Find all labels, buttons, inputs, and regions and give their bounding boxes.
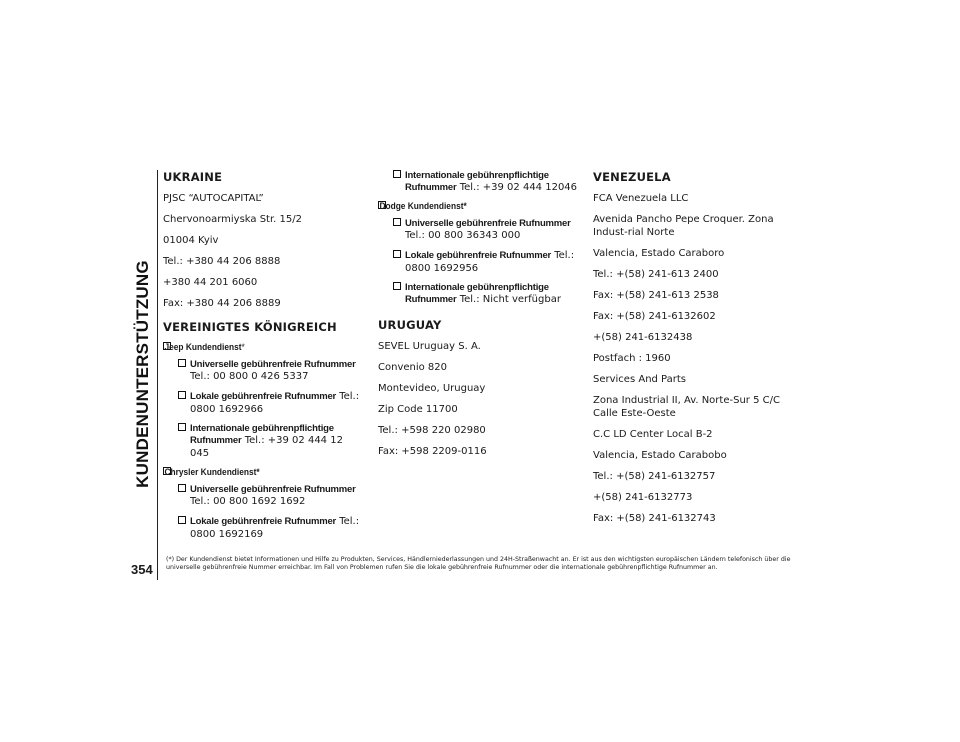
checkbox-bullet-icon [178, 359, 186, 367]
entry-label: Lokale gebührenfreie Rufnummer [190, 391, 337, 402]
dodge-local [378, 249, 578, 275]
jeep-service [163, 342, 363, 353]
venezuela-line: Tel.: +(58) 241-6132757 [593, 471, 716, 482]
entry-value: Tel.: +39 02 444 12046 [459, 182, 578, 193]
entry-value: Tel.: 0800 1692169 [190, 516, 360, 540]
entry-label: Universelle gebührenfreie Rufnummer [190, 359, 356, 370]
checkbox-bullet-icon [393, 282, 401, 290]
venezuela-line: Valencia, Estado Caraboro [593, 248, 725, 259]
venezuela-line: C.C LD Center Local B-2 [593, 429, 713, 440]
uruguay-line: Zip Code 11700 [378, 404, 458, 415]
venezuela-line: Fax: +(58) 241-6132602 [593, 311, 716, 322]
column-3 [593, 170, 798, 533]
entry-value: Tel.: 00 800 0 426 5337 [190, 371, 309, 382]
entry-label: Lokale gebührenfreie Rufnummer [190, 516, 337, 527]
entry-value: Tel.: +39 02 444 12 045 [190, 435, 343, 459]
venezuela-line: Tel.: +(58) 241-613 2400 [593, 269, 719, 280]
chrysler-service-label: Chrysler Kundendienst* [164, 467, 260, 478]
venezuela-line: Postfach : 1960 [593, 353, 671, 364]
venezuela-line: Fax: +(58) 241-6132743 [593, 513, 716, 524]
uruguay-line: Tel.: +598 220 02980 [378, 425, 486, 436]
column-2 [378, 170, 578, 466]
column-1 [163, 170, 363, 548]
entry-label: Universelle gebührenfreie Rufnummer [405, 218, 571, 229]
checkbox-bullet-icon [178, 391, 186, 399]
checkbox-bullet-icon [178, 484, 186, 492]
entry-label: Internationale gebührenpflichtige Rufnummer [405, 282, 549, 305]
uruguay-line: Convenio 820 [378, 362, 448, 373]
dodge-service [378, 201, 578, 212]
uruguay-line: SEVEL Uruguay S. A. [378, 341, 481, 352]
entry-label: Lokale gebührenfreie Rufnummer [405, 250, 552, 261]
checkbox-bullet-icon [178, 423, 186, 431]
jeep-international [163, 423, 363, 460]
entry-label: Universelle gebührenfreie Rufnummer [190, 484, 356, 495]
section-title: KUNDENUNTERSTÜTZUNG [133, 260, 152, 488]
venezuela-line: +(58) 241-6132438 [593, 332, 693, 343]
ukraine-line: 01004 Kyiv [163, 235, 219, 246]
venezuela-line: Services And Parts [593, 374, 687, 385]
entry-value: Tel.: 00 800 36343 000 [405, 230, 521, 241]
heading-venezuela: VENEZUELA [593, 170, 671, 184]
checkbox-bullet-icon [393, 170, 401, 178]
ukraine-line: PJSC “AUTOCAPITAL” [163, 193, 264, 204]
entry-label: Internationale gebührenpflichtige Rufnummer [190, 423, 334, 446]
heading-uruguay: URUGUAY [378, 318, 442, 332]
section-side-tab [132, 178, 154, 570]
checkbox-bullet-icon [393, 218, 401, 226]
jeep-local [163, 390, 363, 416]
side-divider [157, 170, 158, 580]
checkbox-bullet-icon [393, 250, 401, 258]
venezuela-line: Zona Industrial II, Av. Norte-Sur 5 C/C Calle Este-Oeste [593, 395, 780, 419]
venezuela-line: FCA Venezuela LLC [593, 193, 689, 204]
entry-value: Tel.: Nicht verfügbar [459, 294, 561, 305]
ukraine-line: Chervonoarmiyska Str. 15/2 [163, 214, 302, 225]
footnote: (*) Der Kundendienst bietet Informationen und Hilfe zu Produkten, Services, Händlerniederlassungen und 24H-Straßenwacht an. Er ist aus den wichtigsten europäischen Ländern telefonisch über die universelle gebührenfreie Nummer erreichbar. Im Fall von Problemen rufen Sie die lokale gebührenfreie Rufnummer oder die internationale gebührenpflichtige Rufnummer an. [166, 556, 791, 571]
venezuela-line: Avenida Pancho Pepe Croquer. Zona Indust-rial Norte [593, 214, 774, 238]
dodge-international [378, 282, 578, 306]
entry-label: Internationale gebührenpflichtige Rufnummer [405, 170, 549, 193]
chrysler-universal [163, 484, 363, 508]
dodge-universal [378, 218, 578, 242]
venezuela-line: +(58) 241-6132773 [593, 492, 693, 503]
jeep-service-label: Jeep Kundendienst* [164, 342, 245, 353]
ukraine-line: +380 44 201 6060 [163, 277, 258, 288]
chrysler-international [378, 170, 578, 194]
uruguay-line: Montevideo, Uruguay [378, 383, 486, 394]
dodge-service-label: Dodge Kundendienst* [379, 201, 467, 212]
ukraine-line: Tel.: +380 44 206 8888 [163, 256, 281, 267]
jeep-universal [163, 359, 363, 383]
entry-value: Tel.: 00 800 1692 1692 [190, 496, 306, 507]
entry-value: Tel.: 0800 1692956 [405, 250, 575, 274]
ukraine-line: Fax: +380 44 206 8889 [163, 298, 281, 309]
page-number: 354 [131, 562, 153, 577]
entry-value: Tel.: 0800 1692966 [190, 391, 360, 415]
venezuela-line: Fax: +(58) 241-613 2538 [593, 290, 719, 301]
venezuela-line: Valencia, Estado Carabobo [593, 450, 727, 461]
chrysler-service [163, 467, 363, 478]
heading-ukraine: UKRAINE [163, 170, 223, 184]
checkbox-bullet-icon [178, 516, 186, 524]
uruguay-line: Fax: +598 2209-0116 [378, 446, 487, 457]
chrysler-local [163, 515, 363, 541]
heading-uk: VEREINIGTES KÖNIGREICH [163, 320, 337, 334]
